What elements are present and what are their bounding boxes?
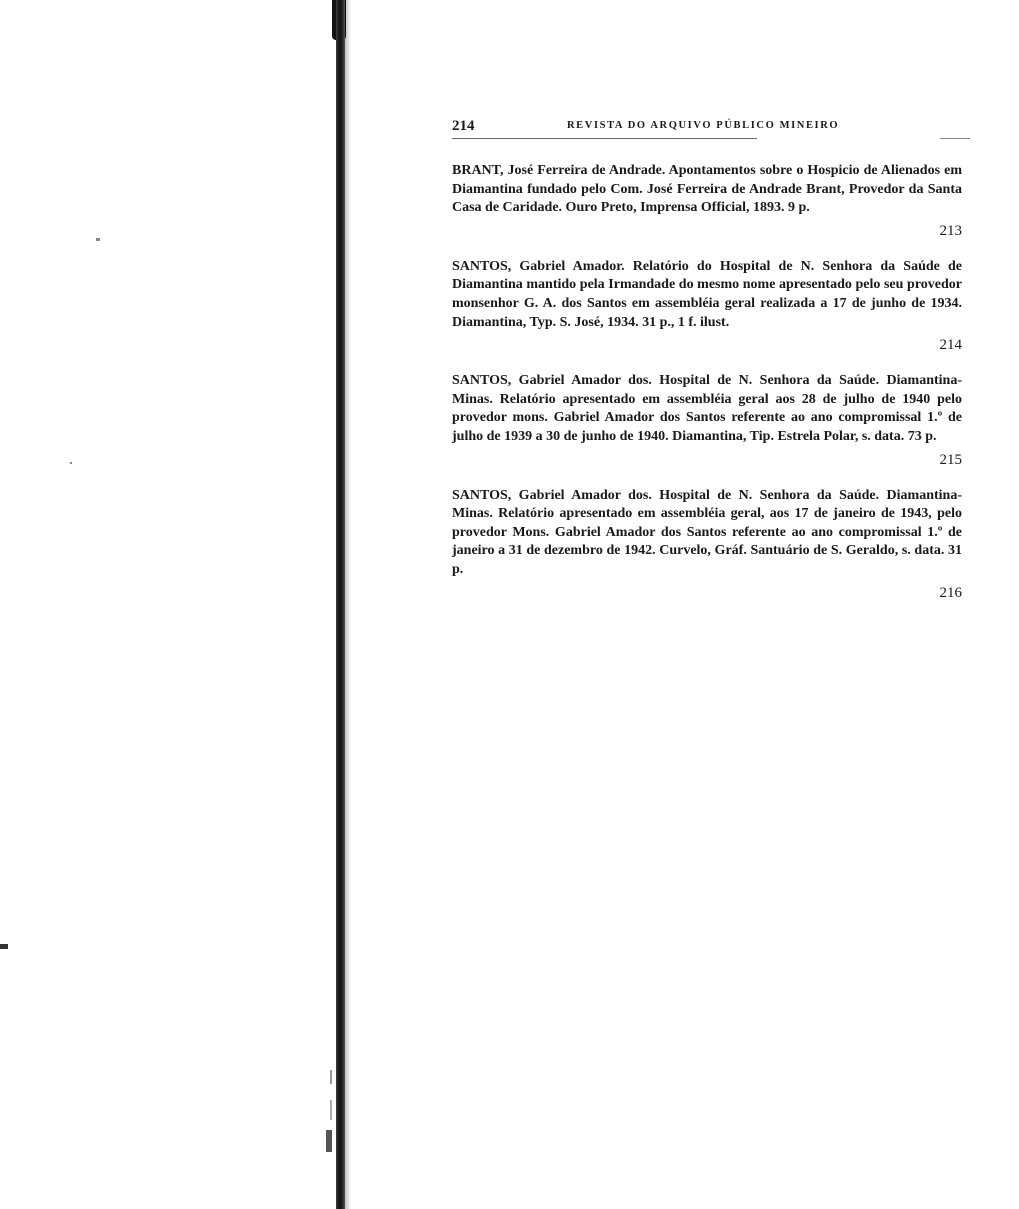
entry-number: 216 [939,584,962,601]
scan-speck [0,944,8,949]
entry-text: SANTOS, Gabriel Amador dos. Hospital de N. Senhora da Saúde. Diamantina-Minas. Relatório apresentado em assembléia geral aos 28 de julho de 1940 pelo provedor mons. Gabriel Amador dos Santos referente ao ano compromissal 1.º de julho de 1939 a 30 de junho de 1940. Diamantina, Tip. Estrela Polar, s. data. 73 p. [452,373,962,444]
bibliography-entry [452,258,962,354]
bibliography-entry [452,162,962,240]
running-head [452,118,962,144]
bibliography-entry [452,372,962,468]
scan-speck [96,238,100,241]
entry-number: 215 [939,451,962,468]
entry-text: BRANT, José Ferreira de Andrade. Apontamentos sobre o Hospicio de Alienados em Diamantina fundado pelo Com. José Ferreira de Andrade Brant, Provedor da Santa Casa de Caridade. Ouro Preto, Imprensa Official, 1893. 9 p. [452,163,962,216]
book-page [452,118,962,602]
entry-text: SANTOS, Gabriel Amador dos. Hospital de N. Senhora da Saúde. Diamantina-Minas. Relatório apresentado em assembléia geral, aos 17 de janeiro de 1943, pelo provedor Mons. Gabriel Amador dos Santos referente ao ano compromissal 1.º de janeiro a 31 de dezembro de 1942. Curvelo, Gráf. Santuário de S. Geraldo, s. data. 31 p. [452,487,962,577]
bibliography-entry [452,487,962,602]
page-number: 214 [452,118,475,134]
scan-speck [330,1070,332,1084]
scan-speck [330,1100,332,1120]
header-rule-right [940,138,970,139]
scan-speck [70,462,72,464]
gutter-shadow [345,0,351,1209]
header-rule [452,138,757,139]
entry-number: 213 [939,222,962,239]
entry-text: SANTOS, Gabriel Amador. Relatório do Hospital de N. Senhora da Saúde de Diamantina mantido pela Irmandade do mesmo nome apresentado pelo seu provedor monsenhor G. A. dos Santos em assembléia geral realizada a 17 de junho de 1934. Diamantina, Typ. S. José, 1934. 31 p., 1 f. ilust. [452,258,962,330]
book-gutter [336,0,345,1209]
scan-speck [326,1130,332,1152]
entry-number: 214 [939,337,962,354]
journal-title: REVISTA DO ARQUIVO PÚBLICO MINEIRO [567,120,840,131]
